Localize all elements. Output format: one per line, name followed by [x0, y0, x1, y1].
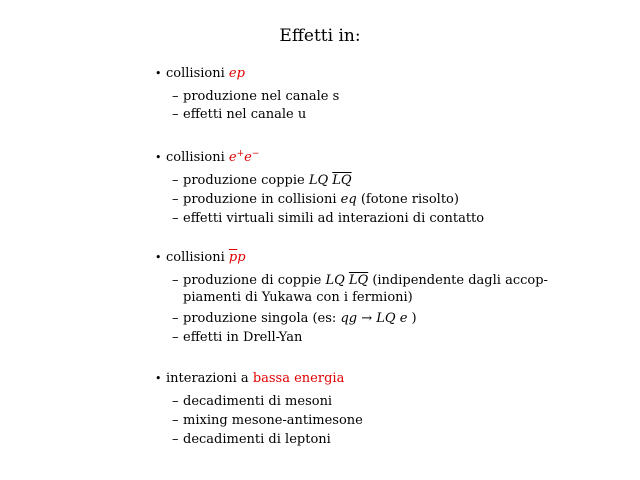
- dash-icon: –: [172, 192, 179, 207]
- section-heading-low-energy: [166, 371, 344, 387]
- dash-icon: –: [172, 330, 179, 345]
- section-heading-ep: [166, 66, 245, 82]
- heading-prefix: interazioni a: [166, 371, 249, 386]
- heading-highlight: e+e−: [228, 149, 260, 165]
- list-item: produzione in collisioni eq (fotone risolto): [183, 192, 459, 207]
- dash-icon: –: [172, 107, 179, 122]
- section-heading-ppbar: [166, 250, 246, 266]
- heading-prefix: collisioni: [166, 66, 225, 81]
- dash-icon: –: [172, 211, 179, 226]
- list-item: produzione di coppie LQ $\overline{LQ}$ (indipendente dagli accop-: [183, 273, 548, 288]
- list-item: effetti virtuali simili ad interazioni di contatto: [183, 211, 485, 226]
- list-item: mixing mesone-antimesone: [183, 413, 363, 428]
- heading-prefix: collisioni: [166, 250, 225, 265]
- dash-icon: –: [172, 173, 179, 188]
- list-item: effetti nel canale u: [183, 107, 307, 122]
- bullet-icon: •: [155, 251, 162, 264]
- dash-icon: –: [172, 311, 179, 326]
- slide-title: Effetti in:: [279, 26, 361, 46]
- dash-icon: –: [172, 394, 179, 409]
- bullet-icon: •: [155, 372, 162, 385]
- heading-highlight: ep: [228, 66, 245, 81]
- dash-icon: –: [172, 273, 179, 288]
- heading-highlight: $\overline{p}p$: [228, 250, 246, 265]
- heading-highlight: bassa energia: [252, 371, 345, 386]
- list-item: decadimenti di mesoni: [183, 394, 333, 409]
- dash-icon: –: [172, 432, 179, 447]
- dash-icon: –: [172, 89, 179, 104]
- section-heading-ee: [166, 150, 259, 166]
- bullet-icon: •: [155, 151, 162, 164]
- list-item: produzione coppie LQ $\overline{LQ}$: [183, 173, 352, 188]
- list-item: decadimenti di leptoni: [183, 432, 331, 447]
- bullet-icon: •: [155, 67, 162, 80]
- list-item: effetti in Drell-Yan: [183, 330, 303, 345]
- list-item: produzione nel canale s: [183, 89, 340, 104]
- heading-prefix: collisioni: [166, 150, 225, 165]
- dash-icon: –: [172, 413, 179, 428]
- list-item-continuation: piamenti di Yukawa con i fermioni): [183, 290, 413, 305]
- list-item: produzione singola (es: qg → LQ e ): [183, 311, 417, 326]
